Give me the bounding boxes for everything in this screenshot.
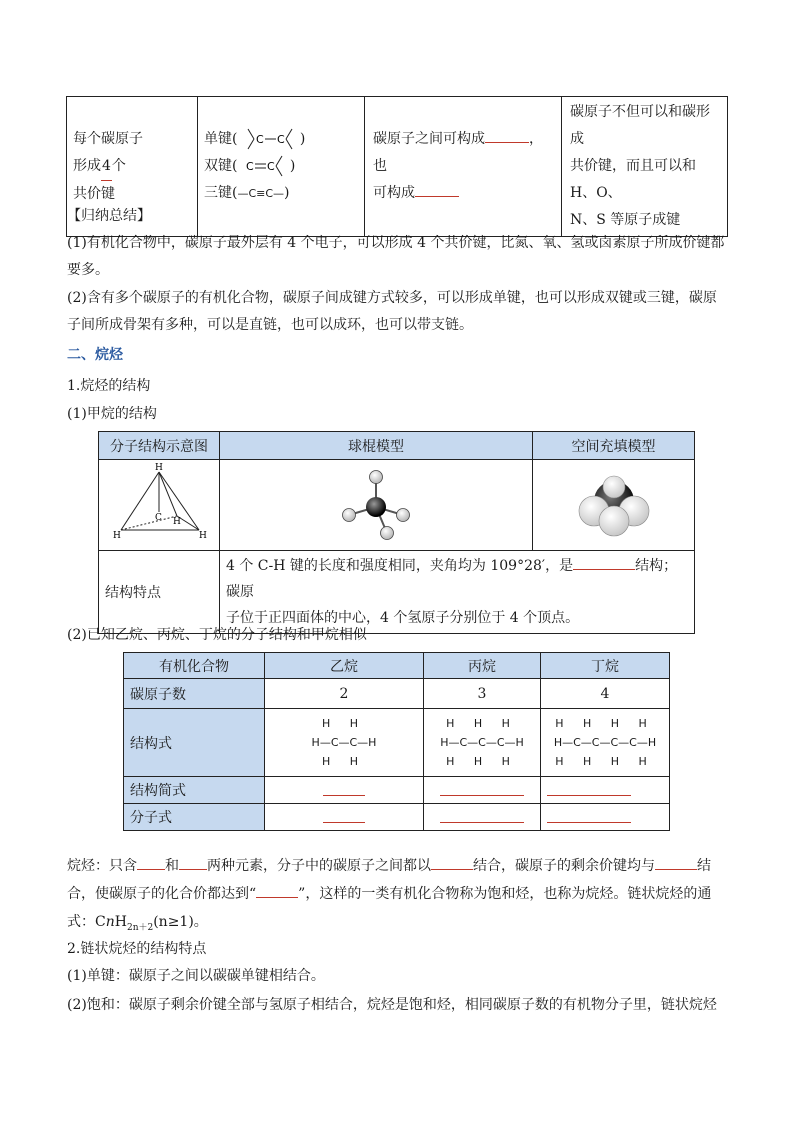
methane-header-structure: 分子结构示意图	[99, 432, 220, 460]
ball-stick-model	[331, 465, 421, 545]
answer-blank[interactable]	[323, 808, 365, 823]
s2-p2: (2)饱和：碳原子剩余价键全部与氢原子相结合，烷烃是饱和烃，相同碳原子数的有机物分子里，链状烷烃	[67, 997, 717, 1013]
subsection-1: 1.烷烃的结构	[67, 378, 151, 394]
cell1-line1: 每个碳原子	[73, 130, 143, 147]
cell-value: 2	[265, 679, 424, 709]
answer-blank[interactable]	[547, 808, 631, 823]
alkane-header-2: 丙烷	[424, 653, 541, 679]
cell1-line2: 形成4个	[73, 153, 191, 181]
cell-value: 4	[541, 679, 670, 709]
tetrahedron-diagram	[99, 460, 217, 546]
alkane-intro: (2)已知乙烷、丙烷、丁烷的分子结构和甲烷相似	[67, 627, 367, 643]
answer-blank[interactable]	[137, 855, 165, 870]
row-label: 结构简式	[124, 777, 265, 804]
space-fill-cell	[533, 460, 695, 551]
answer-blank[interactable]	[573, 555, 635, 570]
methane-header-ballstick: 球棍模型	[220, 432, 533, 460]
double-bond-formula	[242, 154, 290, 178]
answer-blank[interactable]	[655, 855, 697, 870]
s2-p1: (1)单键：碳原子之间以碳碳单键相结合。	[67, 968, 325, 984]
answer-blank[interactable]	[440, 781, 524, 796]
summary-p2b: 子间所成骨架有多种，可以是直链，也可以成环，也可以带支链。	[67, 317, 473, 333]
def-line2: 合，使碳原子的化合价都达到“ ”，这样的一类有机化合物称为饱和烃，也称为烷烃。链状烷烃的通	[67, 881, 734, 907]
row-label: 分子式	[124, 804, 265, 831]
svg-text:C: C	[245, 160, 254, 173]
cell3-line2: 可构成	[373, 180, 553, 207]
alkane-header-0: 有机化合物	[124, 653, 265, 679]
svg-text:C: C	[266, 160, 275, 173]
methane-header-spacefill: 空间充填模型	[533, 432, 695, 460]
cell4-line1: 碳原子不但可以和碳形成	[570, 104, 710, 147]
answer-blank[interactable]	[485, 128, 529, 143]
answer-blank[interactable]	[323, 781, 365, 796]
answer-blank[interactable]	[431, 855, 473, 870]
answer-blank[interactable]	[256, 883, 298, 898]
def-line1: 烷烃：只含 和 两种元素，分子中的碳原子之间都以 结合，碳原子的剩余价键均与 结	[67, 853, 734, 879]
answer-blank[interactable]	[440, 808, 524, 823]
feature-label: 结构特点	[99, 551, 220, 634]
summary-p1a: (1)有机化合物中，碳原子最外层有 4 个电子，可以形成 4 个共价键，比氮、氧、氢或卤素原子所成价键都	[67, 235, 725, 251]
single-bond-row: 单键( C C )	[204, 126, 358, 153]
alkane-table	[123, 652, 670, 831]
ethane-formula: H H H—C—C—H H H	[265, 709, 424, 777]
s2-title: 2.链状烷烃的结构特点	[67, 941, 207, 957]
feature-text: 4 个 C-H 键的长度和强度相同，夹角均为 109°28′，是 结构；碳原 子位于正四面体的中心，4 个氢原子分别位于 4 个顶点。	[220, 551, 695, 634]
space-fill-model	[574, 467, 654, 543]
cell-value: 3	[424, 679, 541, 709]
summary-title: 【归纳总结】	[67, 208, 151, 224]
tetrahedron-cell	[99, 460, 220, 551]
single-bond-formula	[242, 127, 300, 151]
methane-table	[98, 431, 695, 634]
triple-bond-row: 三键(—C≡C—)	[204, 185, 290, 201]
section-title: 二、烷烃	[67, 347, 123, 363]
svg-text:C: C	[155, 513, 162, 523]
subsection-1a: (1)甲烷的结构	[67, 406, 157, 422]
alkane-header-1: 乙烷	[265, 653, 424, 679]
row-label: 碳原子数	[124, 679, 265, 709]
answer-blank[interactable]	[547, 781, 631, 796]
summary-p1b: 要多。	[67, 262, 109, 278]
ball-stick-cell	[220, 460, 533, 551]
double-bond-row: 双键( C C )	[204, 153, 358, 180]
svg-text:H: H	[199, 531, 207, 541]
propane-formula: H H H H—C—C—C—H H H H	[424, 709, 541, 777]
answer-blank[interactable]	[179, 855, 207, 870]
cell4-line2: 共价键，而且可以和 H、O、	[570, 158, 696, 201]
svg-text:C: C	[276, 133, 285, 146]
svg-text:H: H	[173, 517, 181, 527]
answer-blank[interactable]	[415, 182, 459, 197]
svg-text:H: H	[155, 463, 163, 473]
svg-text:C: C	[255, 133, 264, 146]
cell1-line3: 共价键	[73, 185, 115, 202]
row-label: 结构式	[124, 709, 265, 777]
summary-p2a: (2)含有多个碳原子的有机化合物，碳原子间成键方式较多，可以形成单键，也可以形成双键或三键，碳原	[67, 290, 717, 306]
cell3-line1: 碳原子之间可构成 ，也	[373, 126, 553, 180]
svg-text:H: H	[113, 531, 121, 541]
def-line3: 式：CnH$_{2n+2}$(n≥1)。	[67, 914, 208, 933]
cell4-line3: N、S 等原子成键	[570, 212, 681, 228]
butane-formula: H H H H H—C—C—C—C—H H H H H	[541, 709, 670, 777]
alkane-header-3: 丁烷	[541, 653, 670, 679]
